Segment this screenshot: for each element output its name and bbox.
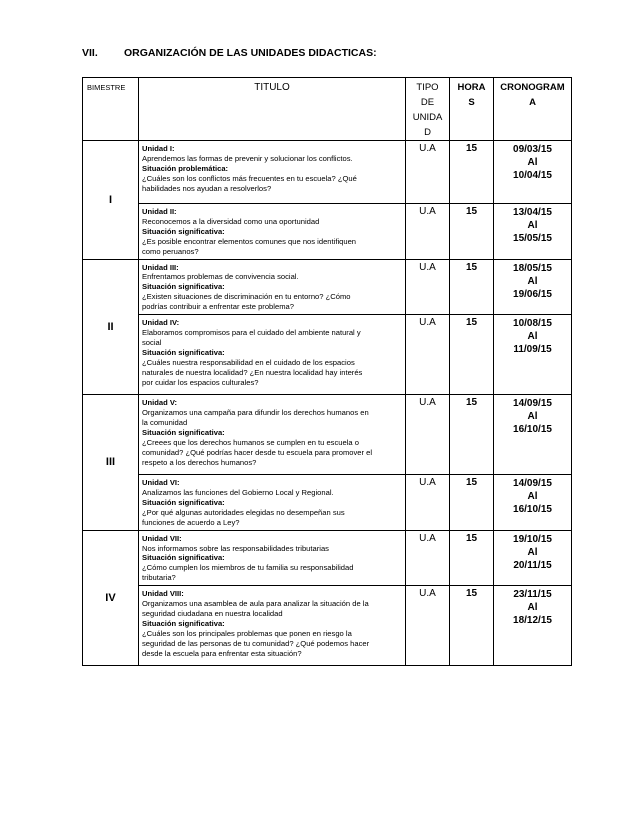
unit-text-line: funciones de acuerdo a Ley? xyxy=(142,517,240,527)
unit-content-cell xyxy=(139,315,406,395)
unit-text-line: respeto a los derechos humanos? xyxy=(142,457,257,467)
tipo-cell: U.A xyxy=(406,395,450,475)
unit-label: Unidad VI: xyxy=(142,478,180,488)
unit-text-line: tributaria? xyxy=(142,573,176,583)
tipo-cell: U.A xyxy=(406,204,450,260)
unit-label: Situación significativa: xyxy=(142,347,225,357)
header-titulo: TITULO xyxy=(139,78,406,141)
horas-cell: 15 xyxy=(450,395,494,475)
unit-label: Unidad VII: xyxy=(142,533,182,543)
cronograma-line: 14/09/15 xyxy=(513,398,552,410)
table-row xyxy=(83,141,572,204)
unit-content-cell xyxy=(139,475,406,531)
units-body xyxy=(83,141,572,666)
cronograma-line: 13/04/15 xyxy=(513,207,552,218)
unit-text-line: ¿Cuáles nuestra responsabilidad en el cuidado de los espacios xyxy=(142,357,355,367)
horas-cell: 15 xyxy=(450,475,494,531)
table-row xyxy=(83,395,572,475)
header-tipo: TIPO DE UNIDA D xyxy=(406,78,450,141)
cronograma-line: Al xyxy=(527,411,538,423)
unit-label: Situación significativa: xyxy=(142,226,225,236)
unit-text-line: ¿Por qué algunas autoridades elegidas no desempeñan sus xyxy=(142,507,345,517)
horas-cell: 15 xyxy=(450,586,494,666)
header-cronograma: CRONOGRAM A xyxy=(494,78,572,141)
tipo-cell: U.A xyxy=(406,530,450,586)
unit-text-line: Reconocemos a la diversidad como una oportunidad xyxy=(142,216,320,226)
tipo-cell: U.A xyxy=(406,586,450,666)
horas-cell: 15 xyxy=(450,259,494,315)
bimestre-cell: IV xyxy=(83,530,139,666)
unit-text-line: ¿Existen situaciones de discriminación en tu entorno? ¿Cómo xyxy=(142,292,351,302)
unit-text-line: ¿Cómo cumplen los miembros de tu familia su responsabilidad xyxy=(142,563,354,573)
cronograma-line: Al xyxy=(527,220,538,231)
cronograma-line: Al xyxy=(527,331,538,343)
unit-content-cell xyxy=(139,395,406,475)
unit-text-line: como peruanos? xyxy=(142,246,199,256)
cronograma-cell xyxy=(494,141,572,204)
unit-text-line: Organizamos una campaña para difundir los derechos humanos en xyxy=(142,407,369,417)
header-row xyxy=(83,78,572,141)
units-table xyxy=(82,77,572,666)
cronograma-cell xyxy=(494,259,572,315)
table-row xyxy=(83,315,572,395)
cronograma-cell xyxy=(494,204,572,260)
unit-content-cell xyxy=(139,530,406,586)
header-horas: HORA S xyxy=(450,78,494,141)
unit-label: Situación significativa: xyxy=(142,497,225,507)
unit-label: Situación problemática: xyxy=(142,163,229,173)
cronograma-cell xyxy=(494,315,572,395)
unit-text-line: ¿Es posible encontrar elementos comunes que nos identifiquen xyxy=(142,236,357,246)
unit-content-cell xyxy=(139,204,406,260)
tipo-cell: U.A xyxy=(406,141,450,204)
cronograma-line: 10/04/15 xyxy=(513,170,552,181)
table-row xyxy=(83,530,572,586)
unit-text-line: Aprendemos las formas de prevenir y solucionar los conflictos. xyxy=(142,153,353,163)
cronograma-line: 10/08/15 xyxy=(513,318,552,330)
unit-text-line: la comunidad xyxy=(142,417,188,427)
cronograma-cell xyxy=(494,395,572,475)
cronograma-line: 20/11/15 xyxy=(513,559,552,571)
horas-cell: 15 xyxy=(450,204,494,260)
section-heading xyxy=(82,47,377,59)
cronograma-line: 14/09/15 xyxy=(513,478,552,490)
unit-text-line: Analizamos las funciones del Gobierno Local y Regional. xyxy=(142,487,334,497)
unit-text-line: Organizamos una asamblea de aula para analizar la situación de la xyxy=(142,599,369,609)
section-title: ORGANIZACIÓN DE LAS UNIDADES DIDACTICAS: xyxy=(124,47,377,59)
cronograma-line: 09/03/15 xyxy=(513,144,552,155)
unit-content-cell xyxy=(139,141,406,204)
unit-label: Situación significativa: xyxy=(142,282,225,292)
unit-text-line: Nos informamos sobre las responsabilidades tributarias xyxy=(142,543,329,553)
bimestre-cell: III xyxy=(83,395,139,531)
unit-text-line: ¿Cuáles son los conflictos más frecuentes en tu escuela? ¿Qué xyxy=(142,173,357,183)
unit-label: Unidad III: xyxy=(142,262,179,272)
unit-label: Situación significativa: xyxy=(142,618,225,628)
header-bimestre: BIMESTRE xyxy=(83,78,139,141)
horas-cell: 15 xyxy=(450,530,494,586)
cronograma-line: 18/12/15 xyxy=(513,615,552,627)
tipo-cell: U.A xyxy=(406,315,450,395)
unit-text-line: ¿Cuáles son los principales problemas que ponen en riesgo la xyxy=(142,628,352,638)
cronograma-line: Al xyxy=(527,602,538,614)
unit-text-line: por cuidar los espacios culturales? xyxy=(142,377,259,387)
table-row xyxy=(83,475,572,531)
unit-label: Unidad I: xyxy=(142,144,175,153)
cronograma-line: Al xyxy=(527,157,538,168)
bimestre-cell: II xyxy=(83,259,139,395)
horas-cell: 15 xyxy=(450,141,494,204)
tipo-cell: U.A xyxy=(406,475,450,531)
table-row xyxy=(83,204,572,260)
cronograma-line: 11/09/15 xyxy=(513,344,552,356)
section-number: VII. xyxy=(82,47,98,59)
unit-text-line: podrías contribuir a enfrentar este problema? xyxy=(142,302,294,312)
unit-content-cell xyxy=(139,259,406,315)
unit-content-cell xyxy=(139,586,406,666)
unit-text-line: comunidad? ¿Qué podrías hacer desde tu escuela para promover el xyxy=(142,447,373,457)
cronograma-cell xyxy=(494,530,572,586)
table-row xyxy=(83,259,572,315)
unit-text-line: desde la escuela para enfrentar esta situación? xyxy=(142,648,302,658)
unit-text-line: Elaboramos compromisos para el cuidado del ambiente natural y xyxy=(142,327,361,337)
unit-text-line: seguridad de las personas de tu comunidad? ¿Qué podemos hacer xyxy=(142,638,370,648)
unit-label: Unidad II: xyxy=(142,207,177,216)
unit-text-line: naturales de nuestra localidad? ¿En nuestra localidad hay interés xyxy=(142,367,363,377)
cronograma-line: 19/06/15 xyxy=(513,288,552,300)
cronograma-cell xyxy=(494,475,572,531)
cronograma-line: 16/10/15 xyxy=(513,504,552,516)
tipo-cell: U.A xyxy=(406,259,450,315)
unit-text-line: habilidades nos ayudan a resolverlos? xyxy=(142,183,272,193)
cronograma-line: 15/05/15 xyxy=(513,233,552,244)
table-row xyxy=(83,586,572,666)
unit-text-line: ¿Creees que los derechos humanos se cumplen en tu escuela o xyxy=(142,437,359,447)
unit-label: Situación significativa: xyxy=(142,427,225,437)
unit-text-line: Enfrentamos problemas de convivencia social. xyxy=(142,272,299,282)
bimestre-cell: I xyxy=(83,141,139,260)
horas-cell: 15 xyxy=(450,315,494,395)
cronograma-line: Al xyxy=(527,546,538,558)
cronograma-line: 23/11/15 xyxy=(513,589,552,601)
cronograma-line: 19/10/15 xyxy=(513,533,552,545)
cronograma-line: Al xyxy=(527,491,538,503)
unit-text-line: seguridad ciudadana en nuestra localidad xyxy=(142,608,283,618)
cronograma-line: 16/10/15 xyxy=(513,424,552,436)
unit-text-line: social xyxy=(142,337,162,347)
cronograma-line: Al xyxy=(527,275,538,287)
cronograma-line: 18/05/15 xyxy=(513,262,552,274)
unit-label: Unidad V: xyxy=(142,398,178,408)
unit-label: Unidad VIII: xyxy=(142,589,184,599)
cronograma-cell xyxy=(494,586,572,666)
unit-label: Unidad IV: xyxy=(142,318,180,328)
unit-label: Situación significativa: xyxy=(142,553,225,563)
